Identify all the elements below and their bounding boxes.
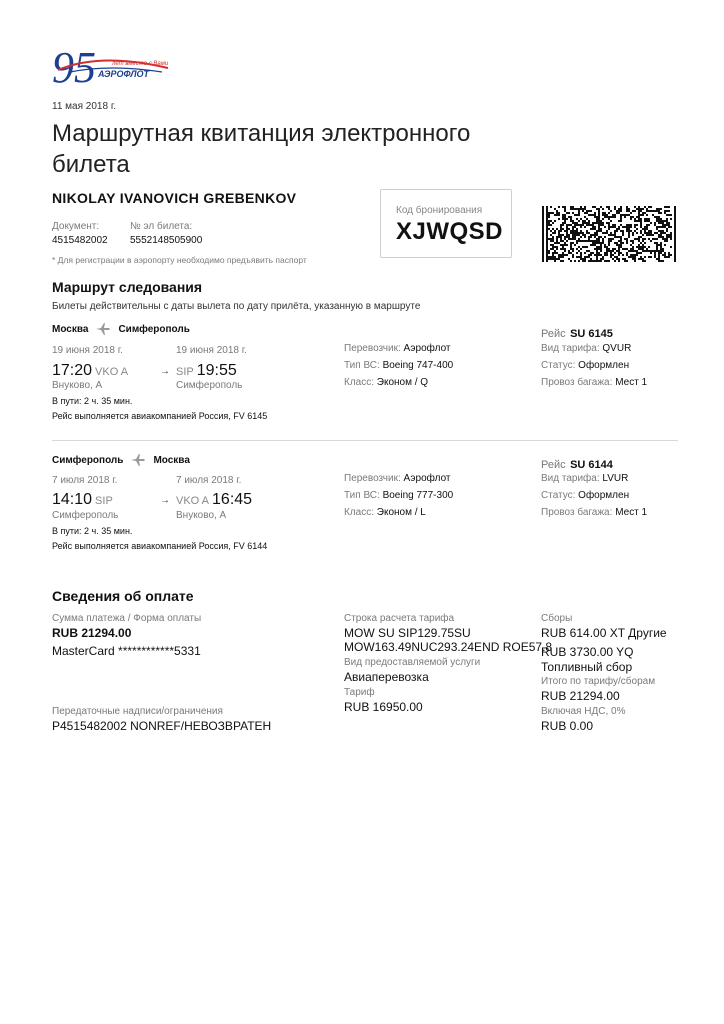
flight-number: SU 6144 — [570, 459, 613, 471]
logo-brand: АЭРОФЛОТ — [98, 69, 150, 79]
fare-calc-line-2: MOW163.49NUC293.24END ROE57.8 — [344, 640, 553, 654]
status: Оформлен — [578, 360, 630, 371]
document-value: 4515482002 — [52, 235, 108, 246]
class-row: Класс: Эконом / Q — [344, 377, 429, 388]
itinerary-heading: Маршрут следования — [52, 279, 203, 295]
arrival-airport: Симферополь — [176, 380, 243, 391]
operated-by: Рейс выполняется авиакомпанией Россия, FV 6144 — [52, 541, 268, 551]
total-label: Итого по тарифу/сборам — [541, 676, 656, 687]
origin-city: Москва — [52, 323, 89, 335]
carrier: Аэрофлот — [403, 343, 451, 354]
carrier: Аэрофлот — [403, 473, 451, 484]
arrival-airport: Внуково, А — [176, 510, 227, 521]
arrival-date: 19 июня 2018 г. — [176, 345, 247, 356]
aircraft-row: Тип ВС: Boeing 747-400 — [344, 360, 454, 371]
endorsement: P4515482002 NONREF/НЕВОЗВРАТЕН — [52, 719, 272, 733]
arrival-time-block — [176, 491, 252, 509]
arrival-time: 19:55 — [196, 362, 237, 379]
booking-code-label: Код бронирования — [396, 205, 483, 216]
departure-time-block — [52, 491, 116, 509]
arrival-time-block — [176, 362, 237, 380]
carrier-row: Перевозчик: Аэрофлот — [344, 343, 451, 354]
total-amount: RUB 21294.00 — [541, 689, 620, 703]
departure-time-block — [52, 362, 131, 380]
destination-city: Симферополь — [118, 323, 190, 335]
ticket-value: 5552148505900 — [130, 235, 203, 246]
departure-airport: Внуково, А — [52, 380, 103, 391]
page-title: Маршрутная квитанция электронного билета — [52, 120, 471, 178]
payment-heading: Сведения об оплате — [52, 588, 194, 604]
departure-time: 17:20 — [52, 362, 93, 379]
aircraft: Boeing 747-400 — [382, 360, 454, 371]
fees-label: Сборы — [541, 613, 573, 624]
flight-route — [52, 323, 190, 335]
fare-calc-line-1: MOW SU SIP129.75SU — [344, 626, 471, 640]
flight-duration: В пути: 2 ч. 35 мин. — [52, 396, 133, 406]
divider — [52, 440, 678, 441]
passport-note: * Для регистрации в аэропорту необходимо предъявить паспорт — [52, 255, 307, 265]
fare-basis: LVUR — [602, 473, 629, 484]
endorsement-label: Передаточные надписи/ограничения — [52, 706, 223, 717]
departure-time: 14:10 — [52, 491, 93, 508]
service-class: Эконом / Q — [376, 377, 429, 388]
issue-date: 11 мая 2018 г. — [52, 101, 117, 112]
tariff-label: Тариф — [344, 687, 375, 698]
origin-city: Симферополь — [52, 454, 124, 466]
departure-airport: Симферополь — [52, 510, 119, 521]
status-row: Статус: Оформлен — [541, 490, 630, 501]
fee-other: RUB 614.00 XT Другие — [541, 626, 667, 640]
carrier-row: Перевозчик: Аэрофлот — [344, 473, 451, 484]
service-type: Авиаперевозка — [344, 670, 429, 684]
operated-by: Рейс выполняется авиакомпанией Россия, FV 6145 — [52, 411, 268, 421]
fee-yq-desc: Топливный сбор — [541, 660, 633, 674]
fare-row: Вид тарифа: LVUR — [541, 473, 629, 484]
booking-code: XJWQSD — [396, 218, 504, 245]
aeroflot-logo — [50, 42, 175, 92]
vat-amount: RUB 0.00 — [541, 719, 594, 733]
fee-yq: RUB 3730.00 YQ — [541, 645, 634, 659]
class-row: Класс: Эконом / L — [344, 507, 426, 518]
fare-calc-label: Строка расчета тарифа — [344, 613, 455, 624]
payment-amount: RUB 21294.00 — [52, 626, 132, 640]
barcode-2d — [542, 206, 678, 262]
document-label: Документ: — [52, 221, 100, 232]
flight-number-row: Рейс SU 6145 — [541, 328, 613, 340]
baggage-row: Провоз багажа: Мест 1 — [541, 507, 648, 518]
baggage: Мест 1 — [615, 507, 648, 518]
arrow-right-icon: → — [160, 495, 170, 506]
destination-city: Москва — [153, 454, 190, 466]
arrival-date: 7 июля 2018 г. — [176, 475, 242, 486]
arrival-time: 16:45 — [212, 491, 253, 508]
itinerary-subtitle: Билеты действительны с даты вылета по дату прилёта, указанную в маршруте — [52, 301, 421, 312]
tariff-amount: RUB 16950.00 — [344, 700, 423, 714]
fare-basis: QVUR — [602, 343, 632, 354]
arrow-right-icon: → — [160, 366, 170, 377]
departure-date: 7 июля 2018 г. — [52, 475, 118, 486]
status: Оформлен — [578, 490, 630, 501]
flight-duration: В пути: 2 ч. 35 мин. — [52, 526, 133, 536]
flight-number: SU 6145 — [570, 328, 613, 340]
service-label: Вид предоставляемой услуги — [344, 657, 481, 668]
departure-airport-code: SIP — [95, 495, 113, 507]
fare-row: Вид тарифа: QVUR — [541, 343, 632, 354]
plane-icon — [131, 454, 145, 466]
amount-label: Сумма платежа / Форма оплаты — [52, 613, 202, 624]
arrival-airport-code: VKO A — [176, 495, 210, 507]
plane-icon — [96, 323, 110, 335]
flight-number-row: Рейс SU 6144 — [541, 459, 613, 471]
aircraft: Boeing 777-300 — [382, 490, 454, 501]
logo-tagline: лет вместе с Вами — [112, 61, 169, 67]
departure-date: 19 июня 2018 г. — [52, 345, 123, 356]
booking-code-box — [380, 189, 512, 258]
departure-airport-code: VKO A — [95, 366, 129, 378]
passenger-name: NIKOLAY IVANOVICH GREBENKOV — [52, 190, 297, 206]
status-row: Статус: Оформлен — [541, 360, 630, 371]
ticket-label: № эл билета: — [130, 221, 193, 232]
service-class: Эконом / L — [376, 507, 426, 518]
flight-route — [52, 454, 190, 466]
aircraft-row: Тип ВС: Boeing 777-300 — [344, 490, 454, 501]
arrival-airport-code: SIP — [176, 366, 194, 378]
vat-label: Включая НДС, 0% — [541, 706, 626, 717]
payment-card: MasterCard ************5331 — [52, 644, 201, 658]
baggage-row: Провоз багажа: Мест 1 — [541, 377, 648, 388]
logo-number: 95 — [52, 43, 96, 92]
baggage: Мест 1 — [615, 377, 648, 388]
